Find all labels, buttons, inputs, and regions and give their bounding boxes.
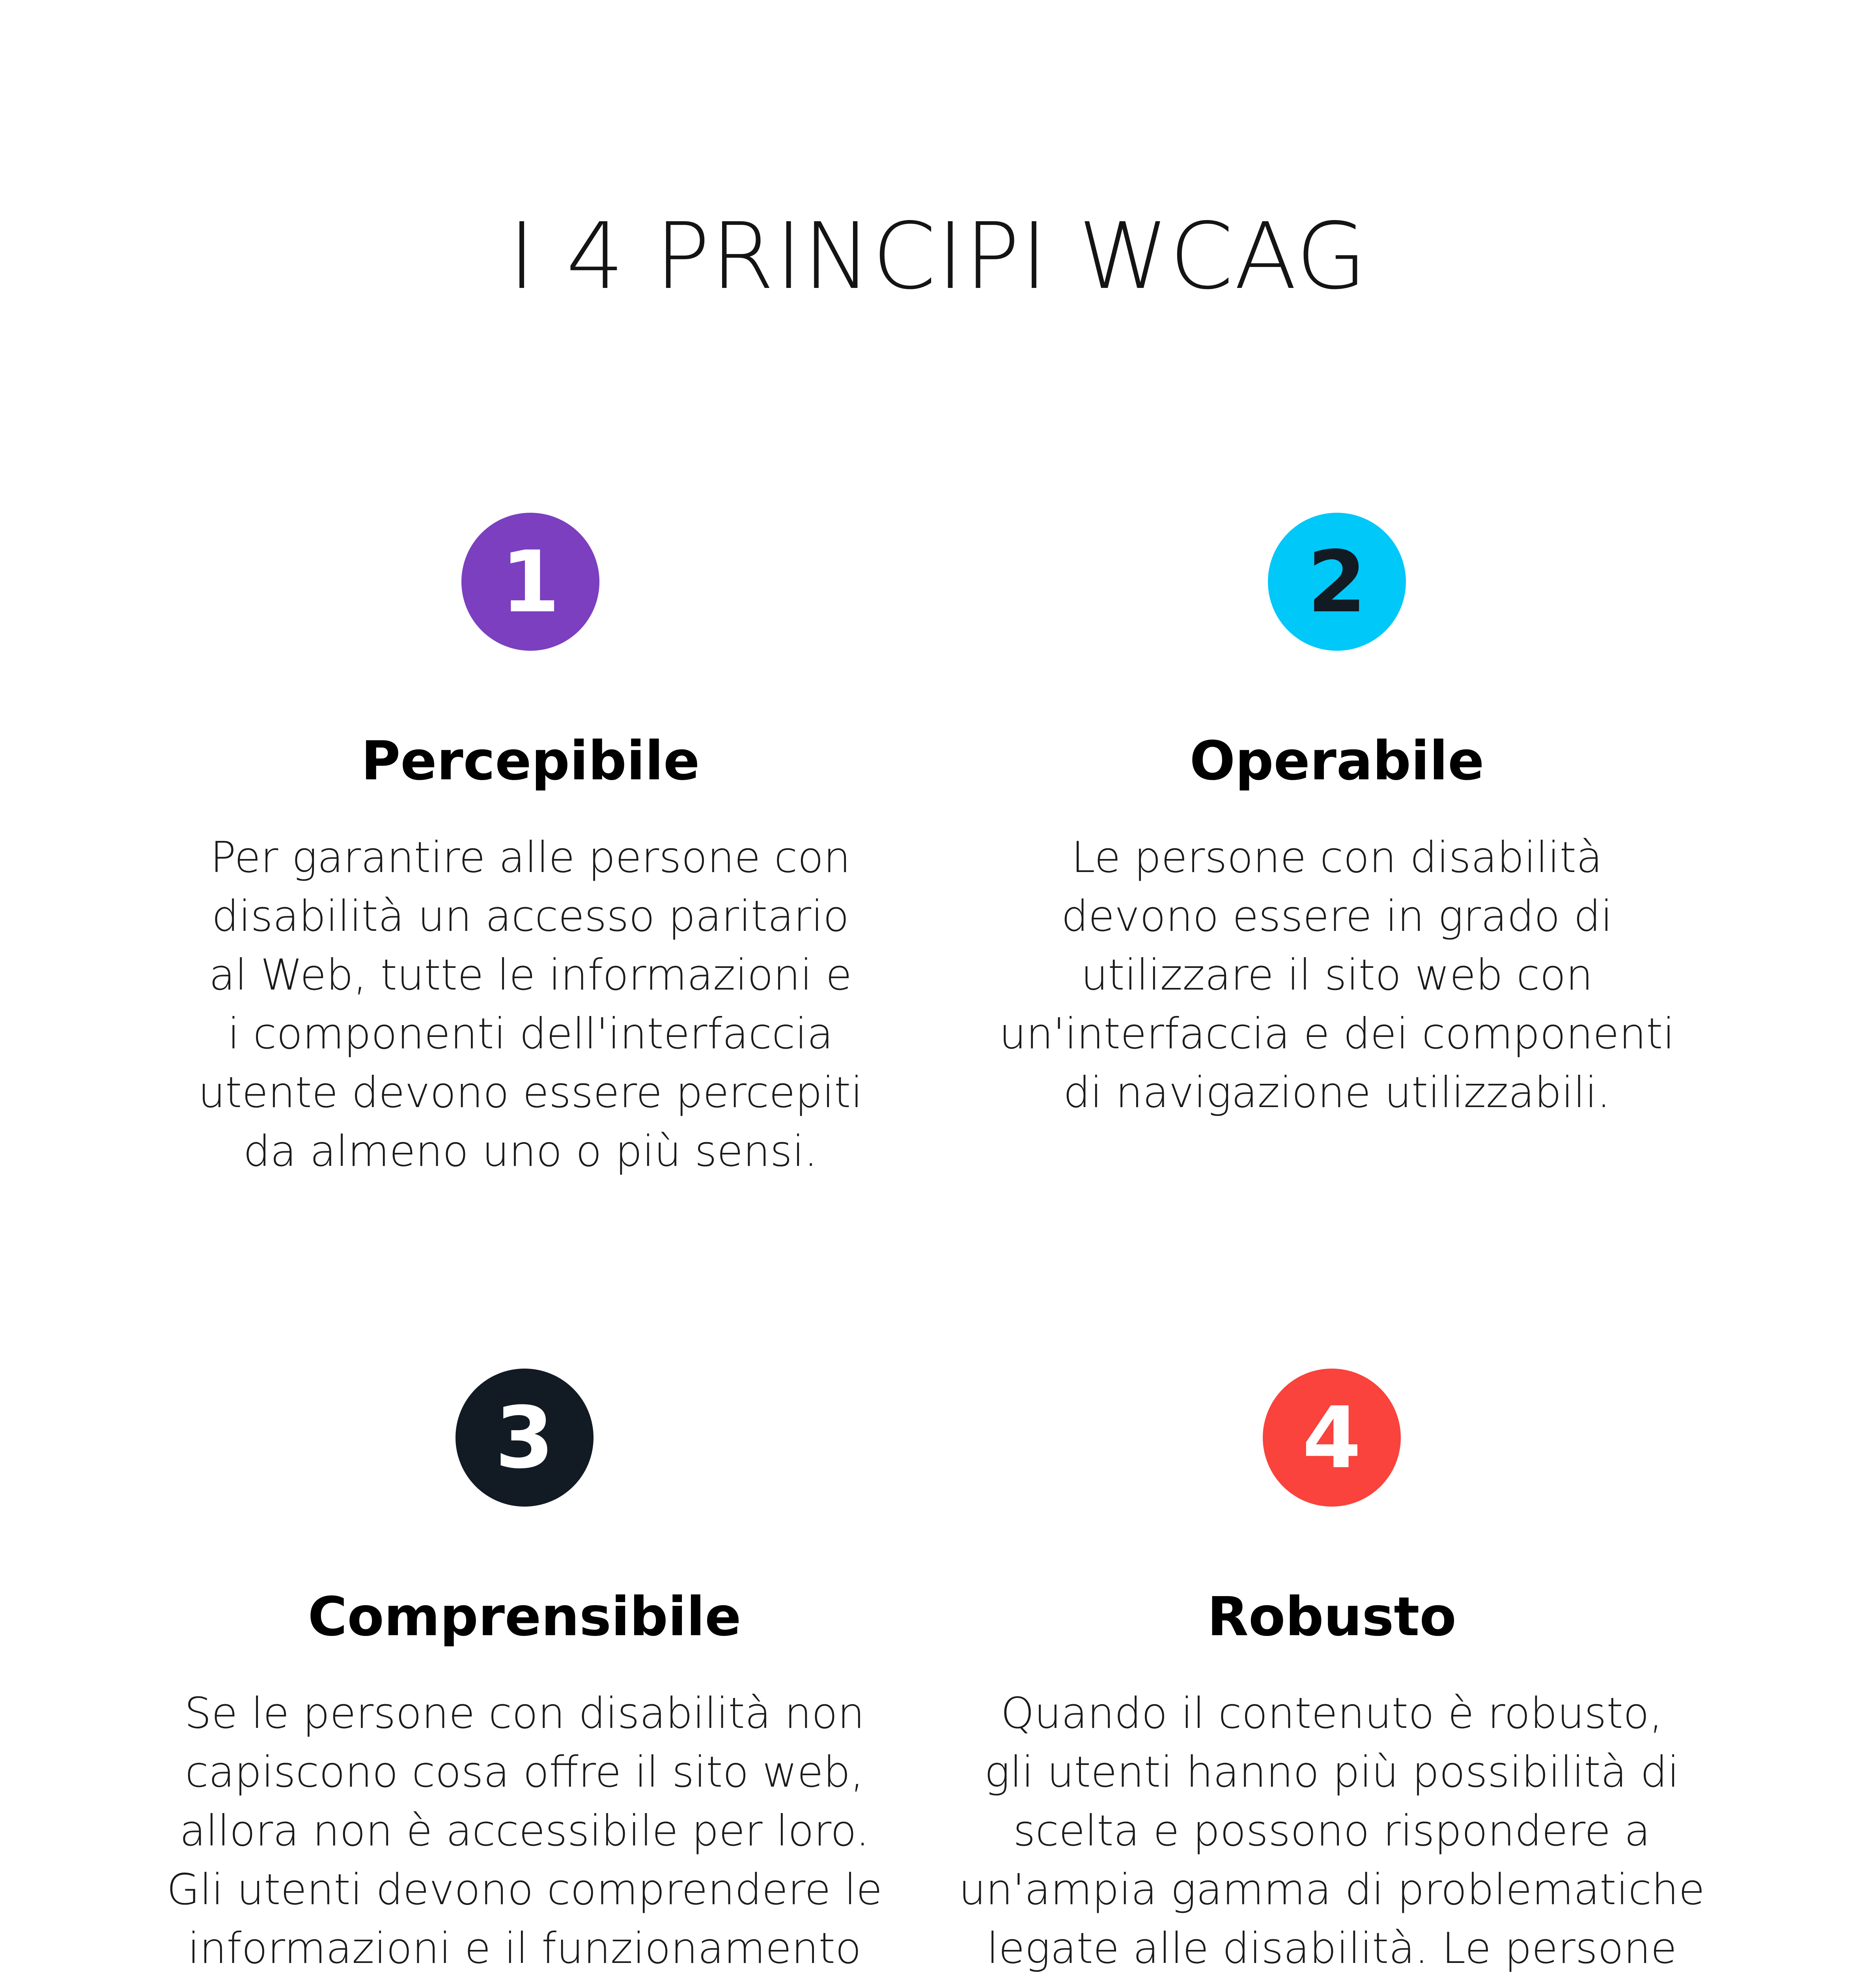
principle-heading: Operabile (1189, 730, 1484, 792)
number-badge-4: 4 (1263, 1369, 1401, 1507)
number-badge-1: 1 (461, 513, 599, 651)
principle-description: Per garantire alle persone con disabilità un accesso paritario al Web, tutte le informazioni e i componenti dell'interfaccia utente devono essere percepiti da almeno uno o più sensi. (198, 833, 863, 1176)
number-badge-2: 2 (1268, 513, 1406, 651)
principle-heading: Percepibile (361, 730, 700, 792)
principle-heading: Comprensibile (308, 1586, 741, 1648)
page-title: I 4 PRINCIPI WCAG (508, 203, 1368, 310)
principle-description: Se le persone con disabilità non capiscono cosa offre il sito web, allora non è accessibile per loro. Gli utenti devono comprendere le informazioni e il funzionamento (166, 1689, 883, 1972)
principle-card-robusto (928, 1369, 1736, 1972)
principle-card-comprensibile (120, 1369, 929, 1972)
principle-card-percepibile (126, 513, 935, 1181)
principle-card-operabile (933, 513, 1741, 1122)
number-badge-3: 3 (455, 1369, 594, 1507)
principle-description: Le persone con disabilità devono essere in grado di utilizzare il sito web con un'interfaccia e dei componenti di navigazione utilizzabili. (999, 833, 1675, 1117)
principle-description: Quando il contenuto è robusto, gli utenti hanno più possibilità di scelta e possono rispondere a un'ampia gamma di problematiche legate alle disabilità. Le persone (959, 1689, 1705, 1972)
principle-heading: Robusto (1207, 1586, 1456, 1648)
